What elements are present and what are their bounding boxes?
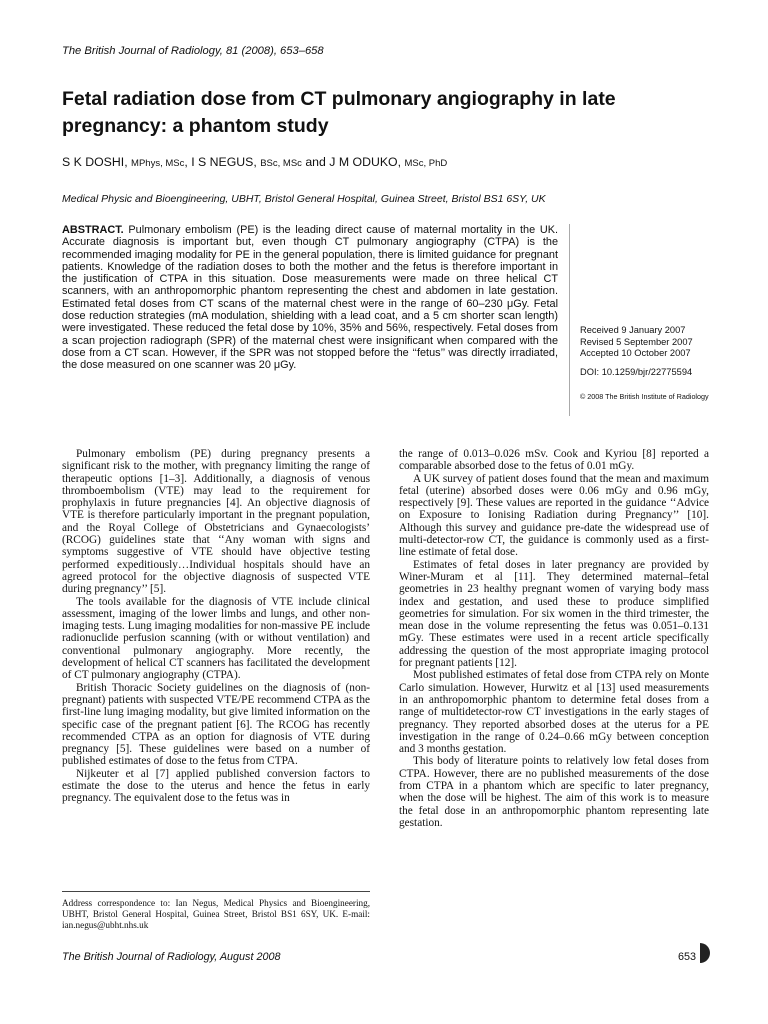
journal-citation: The British Journal of Radiology, 81 (2008), 653–658 <box>62 45 324 57</box>
doi[interactable]: DOI: 10.1259/bjr/22775594 <box>580 367 693 377</box>
paragraph: Most published estimates of fetal dose from CTPA rely on Monte Carlo simulation. However, Hurwitz et al [13] used measurements in an anthropomorphic phantom to determine fetal doses from a range of multidetector-row CT investigations in the early stages of pregnancy. They reported absorbed doses at the uterus for a PE investigation in the range of 0.24–0.66 mGy between conception and 3 months gestation. <box>399 669 709 756</box>
correspondence-note: Address correspondence to: Ian Negus, Medical Physics and Bioengineering, UBHT, Bristol General Hospital, Guinea Street, Bristol BS1 6SY, UK. E-mail: ian.negus@ubht.nhs.uk <box>62 898 370 931</box>
paragraph: Nijkeuter et al [7] applied published conversion factors to estimate the dose to the uterus and hence the fetus in early pregnancy. The equivalent dose to the fetus was in <box>62 767 370 805</box>
abstract-label: ABSTRACT. <box>62 224 124 236</box>
author-list: S K DOSHI, MPhys, MSc, I S NEGUS, BSc, MSc and J M ODUKO, MSc, PhD <box>62 155 448 169</box>
received-date: Received 9 January 2007 <box>580 325 686 335</box>
abstract-text: Pulmonary embolism (PE) is the leading direct cause of maternal mortality in the UK. Accurate diagnosis is important but, even though CT pulmonary angiography (CTPA) is the recommended imaging modality for PE in the general population, there is limited guidance for pregnant patients. Knowledge of the radiation doses to both the mother and the fetus is therefore important in the justification of CTPA in this situation. Dose measurements were made on three helical CT scanners, with an anthropomorphic phantom representing the chest and abdomen in late gestation. Estimated fetal doses from CT scans of the maternal chest were in the range of 60–230 μGy. Fetal dose reduction strategies (mA modulation, shielding with a lead coat, and a 5 cm shorter scan length) were investigated. These reduced the fetal dose by 10%, 35% and 56%, respectively. Fetal doses from a scan projection radiograph (SPR) of the maternal chest were insignificant when compared with the dose from a CT scan. However, if the SPR was not stopped before the ‘‘fetus’’ was directly irradiated, the dose measured on one scanner was 20 μGy. <box>62 224 558 372</box>
paragraph: The tools available for the diagnosis of VTE include clinical assessment, imaging of the lower limbs and lungs, and other non-imaging tests. Lung imaging modalities for non-massive PE include radionuclide perfusion scanning (with or without ventilation) and conventional pulmonary angiography. More recently, the development of helical CT scanners has facilitated the development of CT pulmonary angiography (CTPA). <box>62 595 370 682</box>
footer-journal: The British Journal of Radiology, August 2008 <box>62 951 281 963</box>
page-number: 653 <box>678 951 697 963</box>
footnote-divider <box>62 891 370 892</box>
author-name: J M ODUKO <box>329 155 398 169</box>
abstract-divider <box>569 224 570 416</box>
body-column-right <box>399 448 709 829</box>
paragraph: Estimates of fetal doses in later pregnancy are provided by Winer-Muram et al [11]. They determined maternal–fetal geometries in 23 healthy pregnant women of varying body mass index and gestation, and used these to produce simplified geometries for simulation. For six women in the third trimester, the mean dose in the volume representing the fetus was 0.051–0.131 mGy. These estimates were used in a recent article specifically addressing the question of the most appropriate imaging protocol for pregnant patients [12]. <box>399 558 709 670</box>
author-name: S K DOSHI <box>62 155 125 169</box>
author-degrees: MPhys, MSc <box>131 158 185 169</box>
accepted-date: Accepted 10 October 2007 <box>580 348 691 358</box>
article-title: Fetal radiation dose from CT pulmonary angiography in late pregnancy: a phantom study <box>62 88 616 137</box>
page-tab-mark <box>700 943 710 963</box>
revised-date: Revised 5 September 2007 <box>580 336 693 347</box>
body-column-left <box>62 448 370 805</box>
article-history <box>580 325 693 360</box>
paragraph: This body of literature points to relatively low fetal doses from CTPA. However, there are no published measurements of the dose from CTPA in a phantom which are specific to later pregnancy, when the dose will be highest. The aim of this work is to measure the fetal dose in an anthropomorphic phantom representing late gestation. <box>399 755 709 829</box>
copyright: © 2008 The British Institute of Radiology <box>580 392 709 401</box>
paragraph: British Thoracic Society guidelines on the diagnosis of (non-pregnant) patients with suspected VTE/PE recommend CTPA as the first-line lung imaging modality, but give limited information on the specific case of the pregnant patient [6]. The RCOG has recently recommended CTPA as an option for diagnosis of VTE during pregnancy [5]. These guidelines were based on a number of published estimates of dose to the fetus from CTPA. <box>62 681 370 768</box>
author-degrees: BSc, MSc <box>260 158 302 169</box>
paragraph: Pulmonary embolism (PE) during pregnancy presents a significant risk to the mother, with pregnancy limiting the range of therapeutic options [1–3]. Additionally, a diagnosis of venous thromboembolism (VTE) may lead to the requirement for prophylaxis in future pregnancies [4]. An objective diagnosis of VTE is therefore particularly important in the pregnant population, and the Royal College of Obstetricians and Gynaecologists’ (RCOG) guidelines state that ‘‘Any woman with signs and symptoms suggestive of VTE should have objective testing performed expeditiously…Individual hospitals should have an agreed protocol for the objective diagnosis of suspected VTE during pregnancy’’ [5]. <box>62 448 370 596</box>
paragraph: the range of 0.013–0.026 mSv. Cook and Kyriou [8] reported a comparable absorbed dose to the fetus of 0.01 mGy. <box>399 448 709 473</box>
abstract <box>62 224 558 372</box>
author-degrees: MSc, PhD <box>404 158 448 169</box>
paragraph: A UK survey of patient doses found that the mean and maximum fetal (uterine) absorbed doses were 0.06 mGy and 0.96 mGy, respectively [9]. These values are reported in the guidance ‘‘Advice on Exposure to Ionising Radiation during Pregnancy’’ [10]. Although this survey and guidance pre-date the widespread use of multi-detector-row CT, the guidance is commonly used as a first-line estimate of fetal dose. <box>399 472 709 559</box>
author-name: I S NEGUS <box>191 155 254 169</box>
affiliation: Medical Physic and Bioengineering, UBHT, Bristol General Hospital, Guinea Street, Bristol BS1 6SY, UK <box>62 193 546 205</box>
